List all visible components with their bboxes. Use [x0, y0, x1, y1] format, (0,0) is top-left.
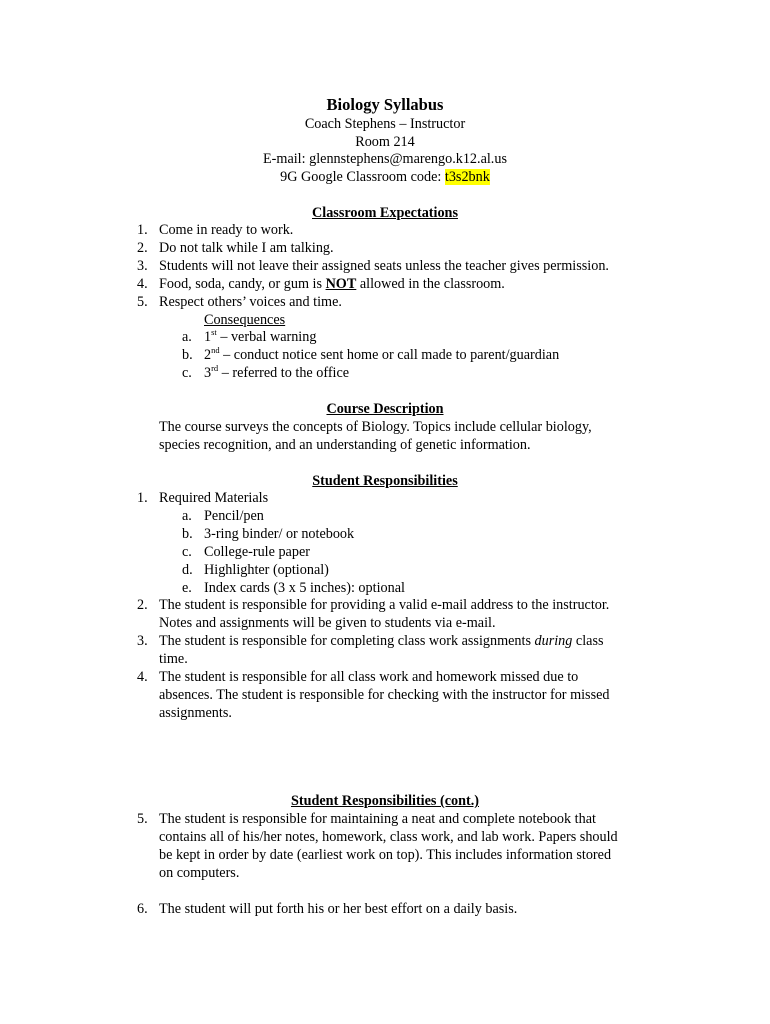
classroom-code: t3s2bnk	[444, 169, 490, 185]
list-letter: d.	[182, 562, 193, 578]
list-item-line: assignments.	[159, 705, 232, 721]
list-number: 3.	[137, 258, 148, 274]
consequences-heading: Consequences	[204, 312, 286, 328]
classroom-code-label: 9G Google Classroom code:	[280, 169, 445, 185]
classroom-code-line	[0, 169, 770, 186]
ordinal-suffix: st	[211, 327, 217, 337]
list-item	[159, 276, 505, 293]
list-item-line: time.	[159, 651, 188, 667]
list-number: 4.	[137, 276, 148, 292]
consequence-text: – conduct notice sent home or call made to parent/guardian	[219, 347, 560, 363]
page-title: Biology Syllabus	[326, 95, 444, 114]
expectations-heading: Classroom Expectations	[312, 205, 458, 221]
list-item-line: on computers.	[159, 865, 240, 881]
responsibilities-heading: Student Responsibilities	[312, 473, 458, 489]
list-item: Do not talk while I am talking.	[159, 240, 334, 256]
material-item: Index cards (3 x 5 inches): optional	[204, 580, 405, 596]
list-number: 3.	[137, 633, 148, 649]
ordinal-number: 2	[204, 347, 212, 363]
consequence-text: – verbal warning	[216, 329, 317, 345]
list-item: Respect others’ voices and time.	[159, 294, 342, 310]
ordinal-number: 1	[204, 329, 212, 345]
list-letter: e.	[182, 580, 192, 596]
list-item-line: The student is responsible for maintaining a neat and complete notebook that	[159, 811, 596, 827]
list-letter: b.	[182, 347, 193, 363]
room-line: Room 214	[355, 134, 415, 150]
list-number: 2.	[137, 240, 148, 256]
emphasis-during: during	[534, 633, 573, 649]
list-item: Come in ready to work.	[159, 222, 294, 238]
consequence-text: – referred to the office	[218, 365, 350, 381]
course-text-line: species recognition, and an understanding of genetic information.	[159, 437, 531, 453]
list-item-line: absences. The student is responsible for checking with the instructor for missed	[159, 687, 610, 703]
list-item-line: The student is responsible for all class work and homework missed due to	[159, 669, 579, 685]
list-number: 1.	[137, 490, 148, 506]
consequence-item	[204, 329, 316, 346]
list-number: 5.	[137, 294, 148, 310]
course-text-line: The course surveys the concepts of Biology. Topics include cellular biology,	[159, 419, 592, 435]
material-item: College-rule paper	[204, 544, 310, 560]
emphasis-not: NOT	[325, 276, 357, 292]
list-number: 4.	[137, 669, 148, 685]
list-item-text: allowed in the classroom.	[356, 276, 505, 292]
list-letter: a.	[182, 329, 192, 345]
list-number: 5.	[137, 811, 148, 827]
list-item: Required Materials	[159, 490, 269, 506]
consequence-item	[204, 365, 349, 382]
list-item: Students will not leave their assigned seats unless the teacher gives permission.	[159, 258, 609, 274]
list-number: 2.	[137, 597, 148, 613]
list-item-line: The student is responsible for providing a valid e-mail address to the instructor.	[159, 597, 610, 613]
list-item-text: Food, soda, candy, or gum is	[159, 276, 326, 292]
consequence-item	[204, 347, 559, 364]
ordinal-suffix: rd	[211, 363, 219, 373]
list-item-text: The student is responsible for completing class work assignments	[159, 633, 535, 649]
list-item-text: class	[572, 633, 604, 649]
list-item-line: be kept in order by date (earliest work on top). This includes information stored	[159, 847, 612, 863]
ordinal-suffix: nd	[211, 345, 220, 355]
list-letter: c.	[182, 365, 192, 381]
list-item-line: Notes and assignments will be given to students via e-mail.	[159, 615, 496, 631]
list-item-line: contains all of his/her notes, homework, class work, and lab work. Papers should	[159, 829, 618, 845]
list-item: The student will put forth his or her best effort on a daily basis.	[159, 901, 518, 917]
ordinal-number: 3	[204, 365, 212, 381]
course-heading: Course Description	[326, 401, 444, 417]
material-item: 3-ring binder/ or notebook	[204, 526, 355, 542]
instructor-line: Coach Stephens – Instructor	[304, 116, 466, 132]
list-letter: b.	[182, 526, 193, 542]
material-item: Highlighter (optional)	[204, 562, 329, 578]
list-letter: c.	[182, 544, 192, 560]
list-number: 1.	[137, 222, 148, 238]
responsibilities-cont-heading: Student Responsibilities (cont.)	[290, 793, 479, 809]
list-letter: a.	[182, 508, 192, 524]
material-item: Pencil/pen	[204, 508, 264, 524]
list-item-line	[159, 633, 604, 650]
list-number: 6.	[137, 901, 148, 917]
email-line: E-mail: glennstephens@marengo.k12.al.us	[263, 151, 507, 167]
